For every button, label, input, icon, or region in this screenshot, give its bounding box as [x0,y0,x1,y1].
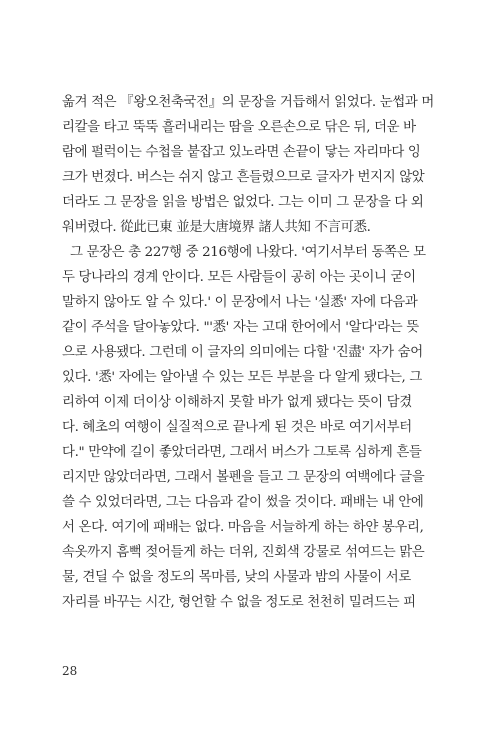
text-line-4: 크가 번졌다. 버스는 쉬지 않고 흔들렸으므로 글자가 번지지 않았 [62,170,425,185]
text-line-3: 람에 펄럭이는 수첩을 붙잡고 있노라면 손끝이 닿는 자리마다 잉 [62,145,421,160]
text-line-10: 같이 주석을 달아놓았다. "'悉' 자는 고대 한어에서 '알다'라는 뜻 [62,320,419,335]
text-line-15: 다." 만약에 길이 좋았더라면, 그래서 버스가 그토록 심하게 흔들 [62,445,422,460]
text-line-2: 리칼을 타고 뚝뚝 흘러내리는 땀을 오른손으로 닦은 뒤, 더운 바 [62,120,416,135]
text-line-13: 리하여 이제 더이상 이해하지 못할 바가 없게 됐다는 뜻이 담겼 [62,395,412,410]
text-line-21: 자리를 바꾸는 시간, 형언할 수 없을 정도로 천천히 밀려드는 피 [62,595,416,610]
text-line-1: 옮겨 적은 『왕오천축국전』의 문장을 거듭해서 읽었다. 눈썹과 머 [62,95,434,110]
text-line-14: 다. 혜초의 여행이 실질적으로 끝나게 된 것은 바로 여기서부터 [62,420,412,435]
text-line-9: 말하지 않아도 알 수 있다.' 이 문장에서 나는 '실悉' 자에 다음과 [62,295,418,310]
text-line-8: 두 당나라의 경계 안이다. 모든 사람들이 공히 아는 곳이니 굳이 [62,270,416,285]
page-number: 28 [62,664,78,678]
text-line-20: 물, 견딜 수 없을 정도의 목마름, 낮의 사물과 밤의 사물이 서로 [62,570,411,585]
body-text [62,90,438,615]
text-line-11: 으로 사용됐다. 그런데 이 글자의 의미에는 다할 '진盡' 자가 숨어 [62,345,423,360]
text-line-5: 더라도 그 문장을 읽을 방법은 없었다. 그는 이미 그 문장을 다 외 [62,195,424,210]
text-line-19: 속옷까지 흠뻑 젖어들게 하는 더위, 진회색 강물로 섞여드는 맑은 [62,545,425,560]
text-line-18: 서 온다. 여기에 패배는 없다. 마음을 서늘하게 하는 하얀 봉우리, [62,520,424,535]
text-line-7: 그 문장은 총 227행 중 216행에 나왔다. '여기서부터 동쪽은 모 [70,245,426,260]
text-line-6: 워버렸다. 從此已東 並是大唐境界 諸人共知 不言可悉. [62,220,371,235]
text-line-17: 쓸 수 있었더라면, 그는 다음과 같이 썼을 것이다. 패배는 내 안에 [62,495,424,510]
text-line-16: 리지만 않았더라면, 그래서 볼펜을 들고 그 문장의 여백에다 글을 [62,470,425,485]
text-line-12: 있다. '悉' 자에는 알아낼 수 있는 모든 부분을 다 알게 됐다는, 그 [62,370,422,385]
